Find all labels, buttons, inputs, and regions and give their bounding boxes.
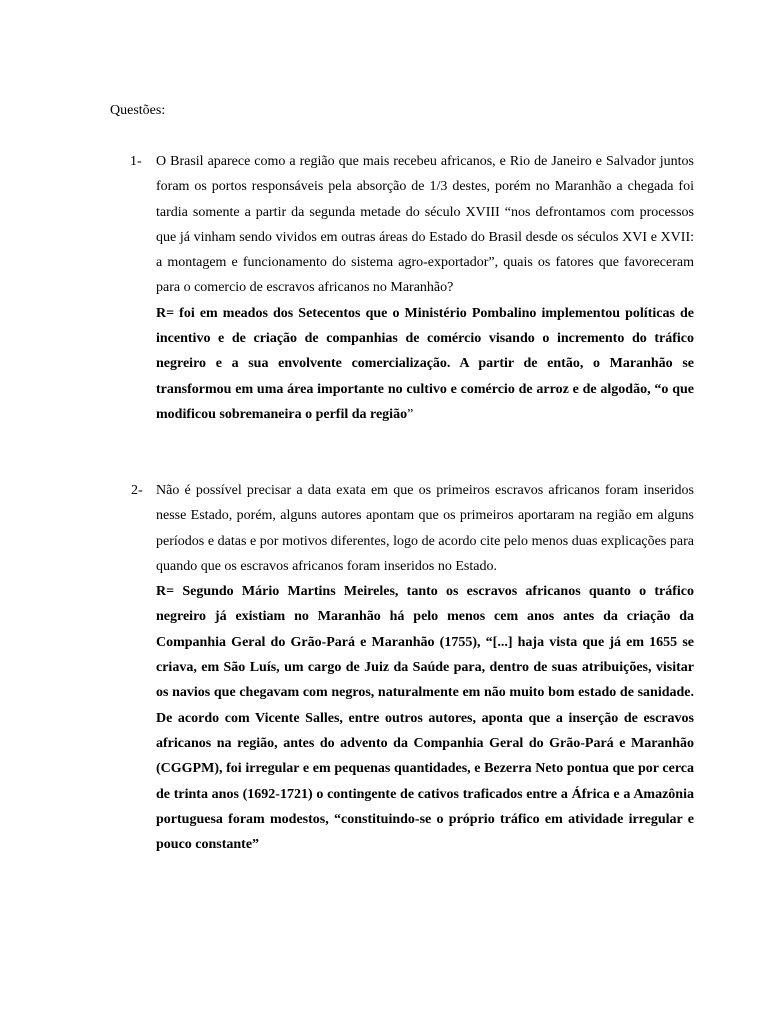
question-text: Não é possível precisar a data exata em que os primeiros escravos africanos foram inseridos nesse Estado, porém, alguns autores apontam que os primeiros aportaram na região em alguns períodos e datas e por motivos diferentes, logo de acordo cite pelo menos duas explicações para quando que os escravos africanos foram inseridos no Estado. xyxy=(156,483,694,574)
answer-body: R= Segundo Mário Martins Meireles, tanto os escravos africanos quanto o tráfico negreiro já existiam no Maranhão há pelo menos cem anos antes da criação da Companhia Geral do Grão-Pará e Maranhão (1755), “[...] haja vista que já em 1655 se criava, em São Luís, um cargo de Juiz da Saúde para, dentro de suas atribuições, visitar os navios que chegavam com negros, naturalmente em não muito bom estado de sanidade. De acordo com Vicente Salles, entre outros autores, aponta que a inserção de escravos africanos na região, antes do advento da Companhia Geral do Grão-Pará e Maranhão (CGGPM), foi irregular e em pequenas quantidades, e Bezerra Neto pontua que por cerca de trinta anos (1692-1721) o contingente de cativos traficados entre a África e a Amazônia portuguesa foram modestos, “constituindo-se o próprio tráfico em atividade irregular e pouco constante” xyxy=(156,584,694,853)
question-text: O Brasil aparece como a região que mais recebeu africanos, e Rio de Janeiro e Salvador juntos foram os portos responsáveis pela absorção de 1/3 destes, porém no Maranhão a chegada foi tardia somente a partir da segunda metade do século XVIII “nos defrontamos com processos que já vinham sendo vividos em outras áreas do Estado do Brasil desde os séculos XVI e XVII: a montagem e funcionamento do sistema agro-exportador”, quais os fatores que favoreceram para o comercio de escravos africanos no Maranhão? xyxy=(156,154,694,296)
question-number: 2- xyxy=(131,483,143,498)
answer-text xyxy=(156,579,694,857)
question-number: 1- xyxy=(130,154,142,169)
question-item-1 xyxy=(130,149,694,427)
answer-closing-quote: ” xyxy=(407,406,414,422)
question-item-2 xyxy=(131,478,694,857)
answer-text xyxy=(156,301,694,427)
answer-body: R= foi em meados dos Setecentos que o Ministério Pombalino implementou políticas de incentivo e de criação de companhias de comércio visando o incremento do tráfico negreiro e a sua envolvente comercialização. A partir de então, o Maranhão se transformou em uma área importante no cultivo e comércio de arroz e de algodão, “o que modificou sobremaneira o perfil da região xyxy=(156,305,694,422)
section-heading: Questões: xyxy=(110,103,166,118)
